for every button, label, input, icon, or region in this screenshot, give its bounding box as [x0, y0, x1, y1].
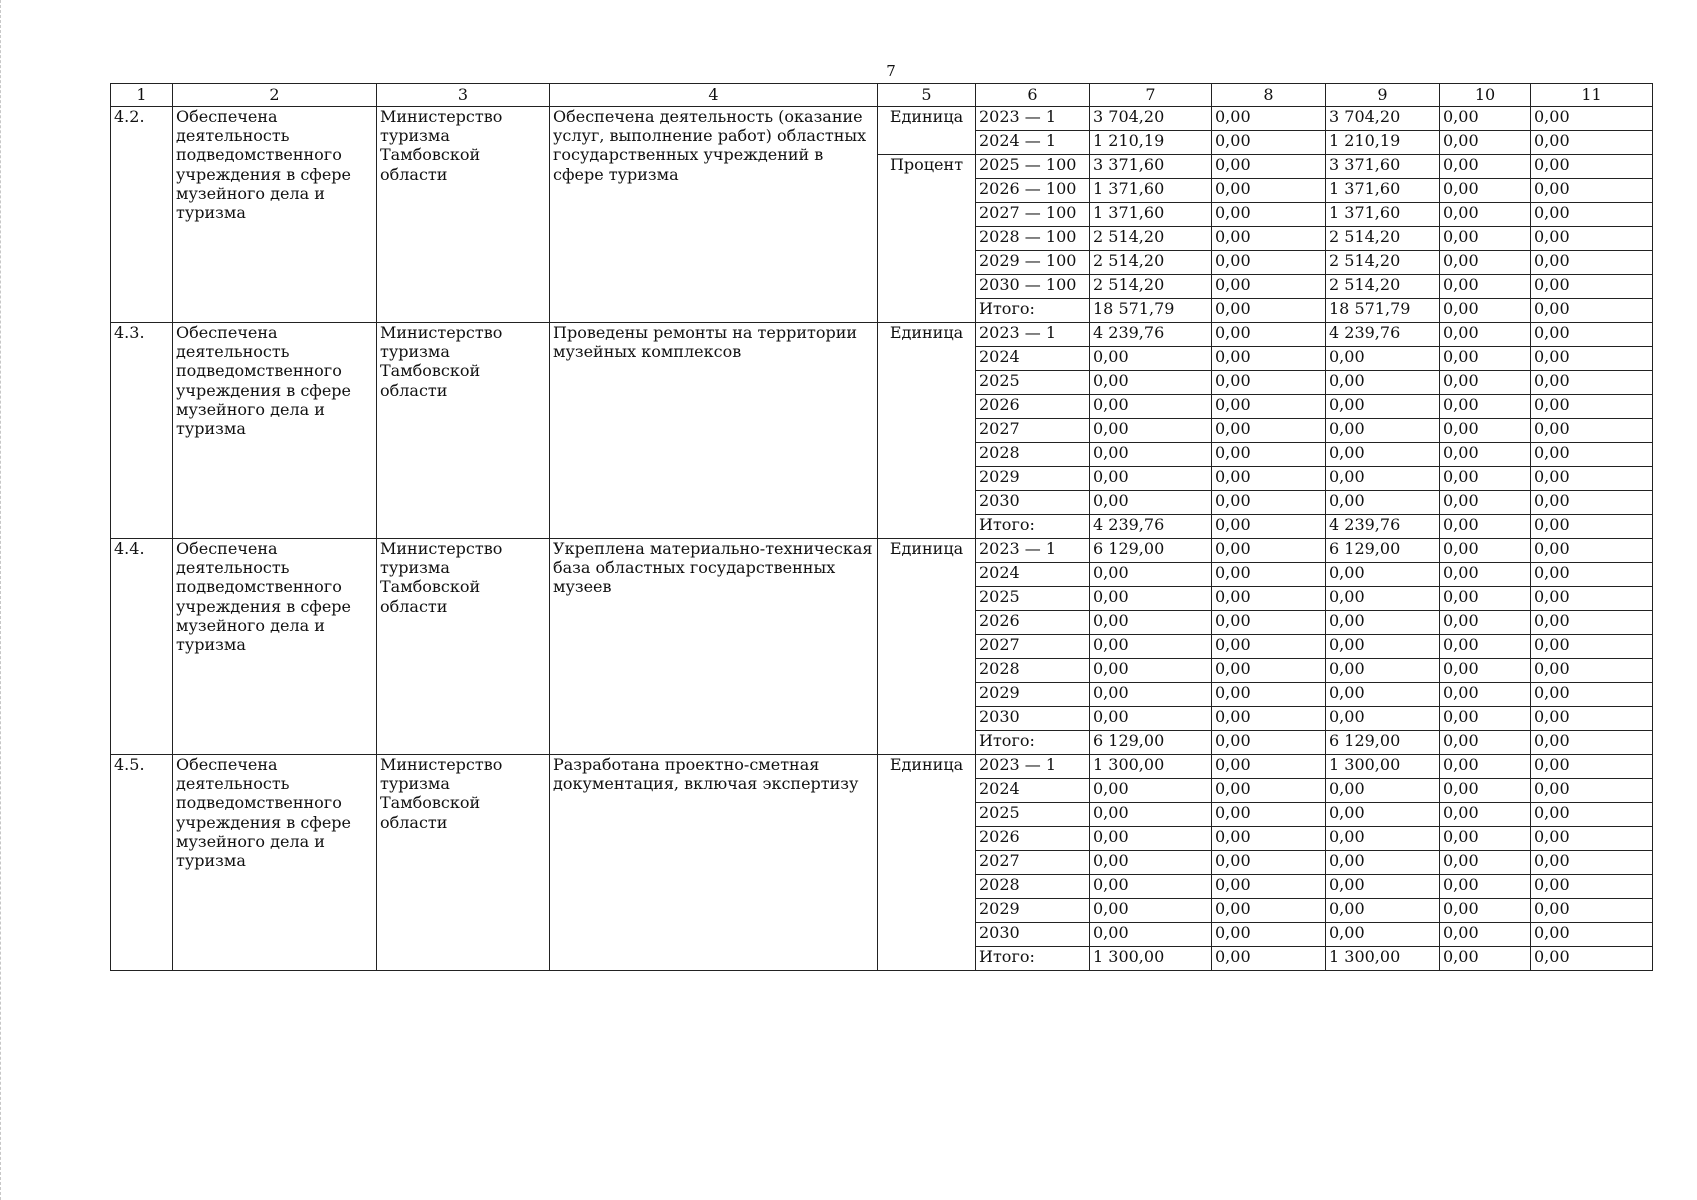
year-target: 2029	[976, 467, 1090, 491]
year-target: 2026	[976, 827, 1090, 851]
amount-federal: 0,00	[1212, 923, 1326, 947]
year-target: 2029	[976, 683, 1090, 707]
amount-municipal: 0,00	[1440, 131, 1531, 155]
amount-regional: 0,00	[1326, 707, 1440, 731]
amount-municipal: 0,00	[1440, 827, 1531, 851]
amount-other: 0,00	[1531, 107, 1653, 131]
amount-other: 0,00	[1531, 275, 1653, 299]
amount-other: 0,00	[1531, 155, 1653, 179]
amount-regional: 2 514,20	[1326, 251, 1440, 275]
amount-other: 0,00	[1531, 947, 1653, 971]
year-target: 2023 — 1	[976, 323, 1090, 347]
responsible-executor: Министерство туризма Тамбовской области	[377, 755, 550, 971]
amount-federal: 0,00	[1212, 131, 1326, 155]
amount-municipal: 0,00	[1440, 875, 1531, 899]
header-row	[111, 84, 1653, 107]
amount-total: 0,00	[1090, 395, 1212, 419]
amount-regional: 2 514,20	[1326, 227, 1440, 251]
amount-municipal: 0,00	[1440, 419, 1531, 443]
amount-other: 0,00	[1531, 851, 1653, 875]
amount-federal: 0,00	[1212, 371, 1326, 395]
amount-total: 2 514,20	[1090, 227, 1212, 251]
amount-municipal: 0,00	[1440, 155, 1531, 179]
amount-total: 6 129,00	[1090, 731, 1212, 755]
amount-regional: 0,00	[1326, 683, 1440, 707]
amount-municipal: 0,00	[1440, 803, 1531, 827]
amount-municipal: 0,00	[1440, 563, 1531, 587]
year-target: Итого:	[976, 731, 1090, 755]
amount-other: 0,00	[1531, 203, 1653, 227]
amount-other: 0,00	[1531, 299, 1653, 323]
year-target: 2025	[976, 803, 1090, 827]
amount-total: 4 239,76	[1090, 515, 1212, 539]
amount-federal: 0,00	[1212, 611, 1326, 635]
year-target: 2028	[976, 875, 1090, 899]
amount-federal: 0,00	[1212, 107, 1326, 131]
col-header-10: 10	[1440, 84, 1531, 107]
amount-federal: 0,00	[1212, 203, 1326, 227]
amount-total: 0,00	[1090, 707, 1212, 731]
amount-federal: 0,00	[1212, 395, 1326, 419]
amount-total: 0,00	[1090, 803, 1212, 827]
amount-total: 0,00	[1090, 779, 1212, 803]
year-target: 2024	[976, 779, 1090, 803]
amount-municipal: 0,00	[1440, 299, 1531, 323]
amount-federal: 0,00	[1212, 827, 1326, 851]
year-target: 2026 — 100	[976, 179, 1090, 203]
amount-other: 0,00	[1531, 635, 1653, 659]
amount-federal: 0,00	[1212, 491, 1326, 515]
amount-federal: 0,00	[1212, 323, 1326, 347]
section-number: 4.3.	[111, 323, 173, 539]
year-target: 2024	[976, 347, 1090, 371]
amount-regional: 0,00	[1326, 899, 1440, 923]
amount-municipal: 0,00	[1440, 179, 1531, 203]
responsible-executor: Министерство туризма Тамбовской области	[377, 323, 550, 539]
amount-other: 0,00	[1531, 899, 1653, 923]
year-target: Итого:	[976, 515, 1090, 539]
section-result: Обеспечена деятельность (оказание услуг, выполнение работ) областных государственных учреждений в сфере туризма	[550, 107, 878, 323]
amount-regional: 0,00	[1326, 395, 1440, 419]
col-header-9: 9	[1326, 84, 1440, 107]
table-row	[111, 755, 1653, 779]
amount-total: 1 210,19	[1090, 131, 1212, 155]
year-target: 2023 — 1	[976, 107, 1090, 131]
amount-other: 0,00	[1531, 875, 1653, 899]
amount-other: 0,00	[1531, 731, 1653, 755]
amount-other: 0,00	[1531, 251, 1653, 275]
amount-total: 0,00	[1090, 899, 1212, 923]
amount-total: 0,00	[1090, 683, 1212, 707]
amount-regional: 0,00	[1326, 563, 1440, 587]
section-number: 4.2.	[111, 107, 173, 323]
section-number: 4.4.	[111, 539, 173, 755]
amount-regional: 6 129,00	[1326, 539, 1440, 563]
amount-other: 0,00	[1531, 563, 1653, 587]
amount-regional: 18 571,79	[1326, 299, 1440, 323]
amount-total: 0,00	[1090, 587, 1212, 611]
col-header-6: 6	[976, 84, 1090, 107]
amount-total: 1 371,60	[1090, 203, 1212, 227]
amount-municipal: 0,00	[1440, 851, 1531, 875]
amount-federal: 0,00	[1212, 731, 1326, 755]
amount-regional: 0,00	[1326, 491, 1440, 515]
responsible-executor: Министерство туризма Тамбовской области	[377, 107, 550, 323]
year-target: 2024	[976, 563, 1090, 587]
year-target: 2027 — 100	[976, 203, 1090, 227]
year-target: 2025	[976, 371, 1090, 395]
table-body	[111, 107, 1653, 971]
table-row	[111, 323, 1653, 347]
year-target: 2030 — 100	[976, 275, 1090, 299]
amount-regional: 6 129,00	[1326, 731, 1440, 755]
section-name: Обеспечена деятельность подведомственного учреждения в сфере музейного дела и туризма	[173, 539, 377, 755]
amount-other: 0,00	[1531, 347, 1653, 371]
amount-federal: 0,00	[1212, 467, 1326, 491]
amount-regional: 3 704,20	[1326, 107, 1440, 131]
amount-municipal: 0,00	[1440, 779, 1531, 803]
amount-municipal: 0,00	[1440, 683, 1531, 707]
amount-total: 3 371,60	[1090, 155, 1212, 179]
col-header-2: 2	[173, 84, 377, 107]
amount-federal: 0,00	[1212, 755, 1326, 779]
scan-edge-marks	[0, 0, 4, 1200]
amount-federal: 0,00	[1212, 227, 1326, 251]
year-target: 2028	[976, 659, 1090, 683]
amount-federal: 0,00	[1212, 587, 1326, 611]
amount-federal: 0,00	[1212, 635, 1326, 659]
amount-other: 0,00	[1531, 443, 1653, 467]
year-target: 2029 — 100	[976, 251, 1090, 275]
amount-total: 0,00	[1090, 563, 1212, 587]
unit-of-measure: Единица	[878, 107, 976, 155]
amount-municipal: 0,00	[1440, 755, 1531, 779]
amount-total: 2 514,20	[1090, 251, 1212, 275]
amount-other: 0,00	[1531, 683, 1653, 707]
amount-municipal: 0,00	[1440, 371, 1531, 395]
col-header-5: 5	[878, 84, 976, 107]
year-target: 2027	[976, 851, 1090, 875]
amount-municipal: 0,00	[1440, 395, 1531, 419]
amount-municipal: 0,00	[1440, 275, 1531, 299]
amount-total: 1 300,00	[1090, 947, 1212, 971]
year-target: 2027	[976, 419, 1090, 443]
page-number: 7	[886, 62, 896, 80]
section-result: Проведены ремонты на территории музейных комплексов	[550, 323, 878, 539]
amount-other: 0,00	[1531, 611, 1653, 635]
col-header-4: 4	[550, 84, 878, 107]
amount-total: 0,00	[1090, 467, 1212, 491]
amount-regional: 3 371,60	[1326, 155, 1440, 179]
amount-municipal: 0,00	[1440, 707, 1531, 731]
amount-total: 0,00	[1090, 659, 1212, 683]
col-header-11: 11	[1531, 84, 1653, 107]
budget-table	[110, 83, 1653, 971]
col-header-3: 3	[377, 84, 550, 107]
amount-other: 0,00	[1531, 659, 1653, 683]
col-header-1: 1	[111, 84, 173, 107]
year-target: 2025 — 100	[976, 155, 1090, 179]
amount-other: 0,00	[1531, 803, 1653, 827]
amount-other: 0,00	[1531, 395, 1653, 419]
amount-municipal: 0,00	[1440, 947, 1531, 971]
amount-regional: 0,00	[1326, 419, 1440, 443]
amount-regional: 2 514,20	[1326, 275, 1440, 299]
amount-federal: 0,00	[1212, 899, 1326, 923]
amount-other: 0,00	[1531, 323, 1653, 347]
amount-other: 0,00	[1531, 419, 1653, 443]
section-result: Разработана проектно-сметная документация, включая экспертизу	[550, 755, 878, 971]
amount-regional: 0,00	[1326, 875, 1440, 899]
amount-regional: 0,00	[1326, 347, 1440, 371]
amount-federal: 0,00	[1212, 779, 1326, 803]
amount-other: 0,00	[1531, 707, 1653, 731]
amount-other: 0,00	[1531, 515, 1653, 539]
amount-regional: 1 300,00	[1326, 755, 1440, 779]
amount-federal: 0,00	[1212, 419, 1326, 443]
amount-regional: 0,00	[1326, 371, 1440, 395]
amount-other: 0,00	[1531, 779, 1653, 803]
amount-total: 0,00	[1090, 491, 1212, 515]
amount-federal: 0,00	[1212, 875, 1326, 899]
amount-federal: 0,00	[1212, 347, 1326, 371]
amount-total: 0,00	[1090, 443, 1212, 467]
year-target: 2023 — 1	[976, 755, 1090, 779]
amount-other: 0,00	[1531, 491, 1653, 515]
amount-federal: 0,00	[1212, 179, 1326, 203]
amount-total: 0,00	[1090, 419, 1212, 443]
amount-federal: 0,00	[1212, 443, 1326, 467]
amount-total: 0,00	[1090, 347, 1212, 371]
amount-regional: 0,00	[1326, 827, 1440, 851]
year-target: 2029	[976, 899, 1090, 923]
amount-regional: 0,00	[1326, 443, 1440, 467]
amount-municipal: 0,00	[1440, 443, 1531, 467]
amount-regional: 0,00	[1326, 587, 1440, 611]
amount-regional: 0,00	[1326, 779, 1440, 803]
amount-municipal: 0,00	[1440, 467, 1531, 491]
amount-municipal: 0,00	[1440, 515, 1531, 539]
year-target: 2030	[976, 923, 1090, 947]
amount-municipal: 0,00	[1440, 899, 1531, 923]
section-result: Укреплена материально-техническая база областных государственных музеев	[550, 539, 878, 755]
amount-total: 4 239,76	[1090, 323, 1212, 347]
amount-federal: 0,00	[1212, 539, 1326, 563]
amount-federal: 0,00	[1212, 683, 1326, 707]
year-target: 2026	[976, 395, 1090, 419]
year-target: 2026	[976, 611, 1090, 635]
amount-municipal: 0,00	[1440, 659, 1531, 683]
amount-total: 0,00	[1090, 371, 1212, 395]
amount-other: 0,00	[1531, 539, 1653, 563]
amount-municipal: 0,00	[1440, 611, 1531, 635]
year-target: 2030	[976, 707, 1090, 731]
amount-other: 0,00	[1531, 587, 1653, 611]
amount-municipal: 0,00	[1440, 227, 1531, 251]
amount-federal: 0,00	[1212, 251, 1326, 275]
amount-municipal: 0,00	[1440, 203, 1531, 227]
amount-total: 0,00	[1090, 923, 1212, 947]
amount-total: 6 129,00	[1090, 539, 1212, 563]
amount-municipal: 0,00	[1440, 731, 1531, 755]
amount-regional: 0,00	[1326, 851, 1440, 875]
amount-municipal: 0,00	[1440, 491, 1531, 515]
amount-total: 2 514,20	[1090, 275, 1212, 299]
amount-federal: 0,00	[1212, 299, 1326, 323]
amount-total: 1 371,60	[1090, 179, 1212, 203]
unit-of-measure: Единица	[878, 539, 976, 755]
amount-regional: 4 239,76	[1326, 323, 1440, 347]
amount-other: 0,00	[1531, 755, 1653, 779]
amount-total: 0,00	[1090, 635, 1212, 659]
amount-municipal: 0,00	[1440, 923, 1531, 947]
year-target: 2028 — 100	[976, 227, 1090, 251]
amount-regional: 0,00	[1326, 611, 1440, 635]
amount-regional: 4 239,76	[1326, 515, 1440, 539]
amount-regional: 1 300,00	[1326, 947, 1440, 971]
year-target: 2025	[976, 587, 1090, 611]
amount-federal: 0,00	[1212, 563, 1326, 587]
amount-other: 0,00	[1531, 371, 1653, 395]
amount-regional: 0,00	[1326, 803, 1440, 827]
amount-federal: 0,00	[1212, 707, 1326, 731]
col-header-7: 7	[1090, 84, 1212, 107]
amount-federal: 0,00	[1212, 515, 1326, 539]
amount-regional: 0,00	[1326, 923, 1440, 947]
amount-total: 18 571,79	[1090, 299, 1212, 323]
amount-regional: 0,00	[1326, 659, 1440, 683]
year-target: 2024 — 1	[976, 131, 1090, 155]
year-target: 2027	[976, 635, 1090, 659]
amount-other: 0,00	[1531, 923, 1653, 947]
amount-regional: 0,00	[1326, 635, 1440, 659]
amount-municipal: 0,00	[1440, 587, 1531, 611]
amount-total: 0,00	[1090, 611, 1212, 635]
amount-municipal: 0,00	[1440, 539, 1531, 563]
amount-federal: 0,00	[1212, 947, 1326, 971]
unit-of-measure: Единица	[878, 755, 976, 971]
amount-other: 0,00	[1531, 179, 1653, 203]
amount-federal: 0,00	[1212, 155, 1326, 179]
amount-federal: 0,00	[1212, 659, 1326, 683]
year-target: 2023 — 1	[976, 539, 1090, 563]
section-name: Обеспечена деятельность подведомственного учреждения в сфере музейного дела и туризма	[173, 323, 377, 539]
amount-municipal: 0,00	[1440, 107, 1531, 131]
year-target: 2028	[976, 443, 1090, 467]
amount-other: 0,00	[1531, 227, 1653, 251]
amount-other: 0,00	[1531, 827, 1653, 851]
year-target: 2030	[976, 491, 1090, 515]
responsible-executor: Министерство туризма Тамбовской области	[377, 539, 550, 755]
amount-federal: 0,00	[1212, 851, 1326, 875]
amount-regional: 1 210,19	[1326, 131, 1440, 155]
table-row	[111, 539, 1653, 563]
amount-other: 0,00	[1531, 467, 1653, 491]
amount-federal: 0,00	[1212, 275, 1326, 299]
amount-regional: 1 371,60	[1326, 179, 1440, 203]
amount-municipal: 0,00	[1440, 323, 1531, 347]
amount-total: 0,00	[1090, 875, 1212, 899]
unit-of-measure: Единица	[878, 323, 976, 539]
section-name: Обеспечена деятельность подведомственного учреждения в сфере музейного дела и туризма	[173, 107, 377, 323]
unit-of-measure: Процент	[878, 155, 976, 323]
amount-regional: 1 371,60	[1326, 203, 1440, 227]
table-row	[111, 107, 1653, 131]
amount-total: 3 704,20	[1090, 107, 1212, 131]
amount-municipal: 0,00	[1440, 347, 1531, 371]
year-target: Итого:	[976, 947, 1090, 971]
col-header-8: 8	[1212, 84, 1326, 107]
amount-federal: 0,00	[1212, 803, 1326, 827]
year-target: Итого:	[976, 299, 1090, 323]
amount-municipal: 0,00	[1440, 635, 1531, 659]
amount-regional: 0,00	[1326, 467, 1440, 491]
section-name: Обеспечена деятельность подведомственного учреждения в сфере музейного дела и туризма	[173, 755, 377, 971]
amount-total: 0,00	[1090, 827, 1212, 851]
section-number: 4.5.	[111, 755, 173, 971]
amount-total: 0,00	[1090, 851, 1212, 875]
amount-municipal: 0,00	[1440, 251, 1531, 275]
amount-other: 0,00	[1531, 131, 1653, 155]
amount-total: 1 300,00	[1090, 755, 1212, 779]
